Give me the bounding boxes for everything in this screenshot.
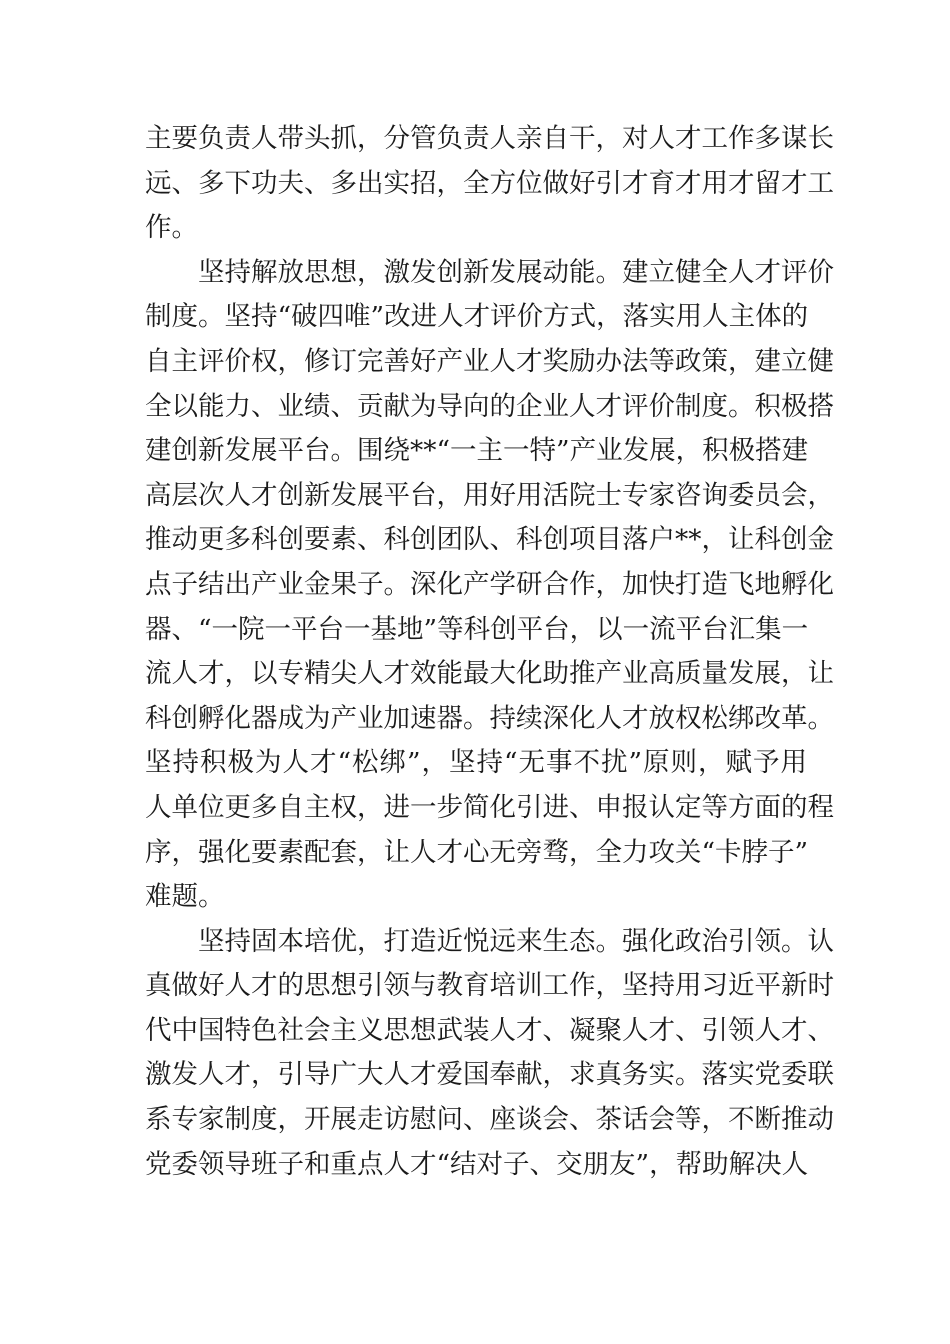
text-line: 远、多下功夫、多出实招，全方位做好引才育才用才留才工 (145, 167, 834, 199)
text-line: 制度。坚持“破四唯”改进人才评价方式，落实用人主体的 (145, 301, 809, 333)
text-line: 代中国特色社会主义思想武装人才、凝聚人才、引领人才、 (145, 1014, 834, 1046)
paragraph-first-line: 坚持解放思想，激发创新发展动能。建立健全人才评价 (198, 256, 834, 288)
text-line: 激发人才，引导广大人才爱国奉献，求真务实。落实党委联 (145, 1059, 834, 1091)
text-line: 主要负责人带头抓，分管负责人亲自干，对人才工作多谋长 (145, 123, 834, 154)
text-line: 高层次人才创新发展平台，用好用活院士专家咨询委员会， (145, 479, 834, 511)
text-line: 建创新发展平台。围绕**“一主一特”产业发展，积极搭建 (145, 435, 809, 467)
text-line: 难题。 (145, 881, 225, 913)
text-line: 人单位更多自主权，进一步简化引进、申报认定等方面的程 (145, 791, 834, 823)
text-line: 点子结出产业金果子。深化产学研合作，加快打造飞地孵化 (145, 568, 834, 600)
text-line: 自主评价权，修订完善好产业人才奖励办法等政策，建立健 (145, 345, 834, 377)
text-line: 党委领导班子和重点人才“结对子、交朋友”，帮助解决人 (145, 1148, 809, 1180)
text-line: 全以能力、业绩、贡献为导向的企业人才评价制度。积极搭 (145, 390, 834, 422)
text-line: 流人才，以专精尖人才效能最大化助推产业高质量发展，让 (145, 658, 834, 690)
text-line: 序，强化要素配套，让人才心无旁骛，全力攻关“卡脖子” (145, 836, 809, 868)
text-line: 坚持积极为人才“松绑”，坚持“无事不扰”原则，赋予用 (145, 747, 807, 779)
text-line: 科创孵化器成为产业加速器。持续深化人才放权松绑改革。 (145, 702, 834, 734)
text-line: 推动更多科创要素、科创团队、科创项目落户**，让科创金 (145, 524, 834, 556)
text-line: 真做好人才的思想引领与教育培训工作，坚持用习近平新时 (145, 970, 834, 1002)
document-page (145, 117, 834, 1187)
text-line: 器、“一院一平台一基地”等科创平台，以一流平台汇集一 (145, 613, 809, 645)
text-line: 作。 (145, 212, 198, 244)
paragraph-first-line: 坚持固本培优，打造近悦远来生态。强化政治引领。认 (198, 925, 834, 957)
text-line: 系专家制度，开展走访慰问、座谈会、茶话会等，不断推动 (145, 1104, 834, 1136)
